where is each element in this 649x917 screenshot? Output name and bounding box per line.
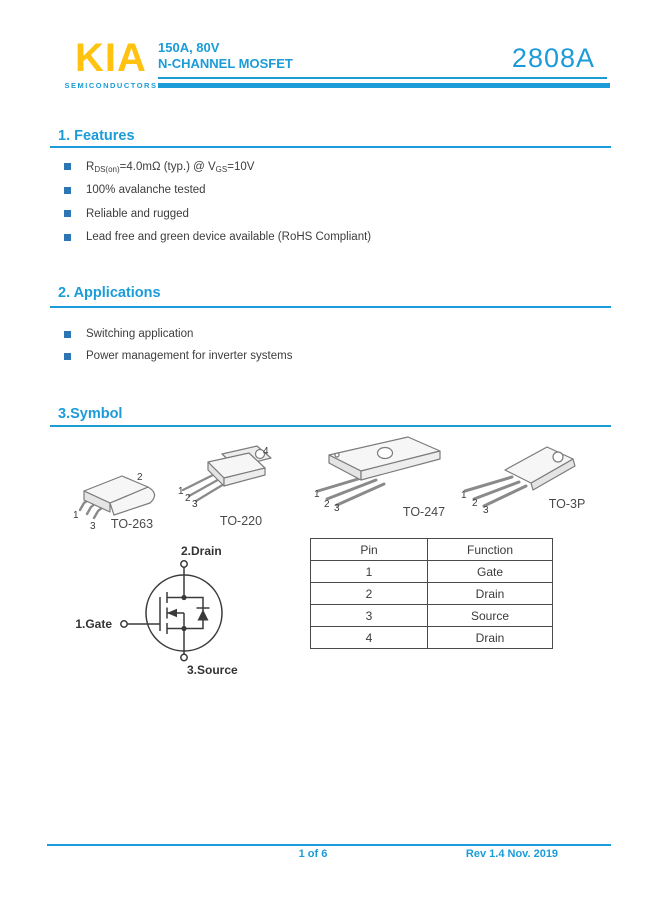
company-logo	[60, 38, 162, 90]
package-name: TO-220	[219, 514, 263, 528]
feature-text: 100% avalanche tested	[86, 184, 206, 197]
pin-cell: 3	[311, 605, 428, 627]
function-cell: Source	[428, 605, 553, 627]
function-cell: Drain	[428, 583, 553, 605]
pin-label: 1	[314, 489, 320, 500]
package-drawing-to247	[310, 432, 445, 522]
page-number: 1 of 6	[298, 848, 328, 860]
logo-text: KIA	[75, 36, 147, 80]
application-item	[64, 345, 292, 367]
pkg-lead	[183, 473, 217, 490]
logo-subtitle: SEMICONDUCTORS	[64, 81, 158, 90]
junction-dot	[181, 595, 186, 600]
package-drawing-to220	[170, 443, 275, 533]
pin-label: 2	[472, 498, 478, 509]
table-header-pin: Pin	[311, 539, 428, 561]
package-drawing-to3p	[455, 430, 590, 522]
spec-current-voltage: 150A, 80V	[158, 40, 220, 55]
application-text: Switching application	[86, 328, 194, 340]
pin-cell: 2	[311, 583, 428, 605]
application-item	[64, 323, 292, 345]
diode-branch	[184, 598, 203, 629]
revision-info: Rev 1.4 Nov. 2019	[465, 848, 559, 860]
gate-terminal	[121, 621, 127, 627]
bullet-icon	[64, 353, 71, 360]
spec-device-type: N-CHANNEL MOSFET	[158, 56, 293, 71]
pin-label: 1	[178, 486, 184, 497]
symbol-title: 3.Symbol	[58, 406, 123, 422]
pin-label: 3	[90, 521, 96, 532]
pin-label: 2	[324, 499, 330, 510]
pkg-body-top	[505, 447, 573, 483]
pkg-lead	[474, 482, 519, 499]
pin-label: 1	[461, 490, 467, 501]
feature-item-rdson	[64, 155, 371, 179]
corner-mark	[335, 453, 339, 457]
features-list	[64, 155, 371, 249]
part-number: 2808A	[511, 43, 595, 73]
body-arrow	[167, 609, 177, 617]
table-row	[311, 627, 553, 649]
applications-rule	[50, 306, 611, 308]
pin-label: 3	[483, 505, 489, 516]
table-header-row	[311, 539, 553, 561]
bullet-icon	[64, 163, 71, 170]
application-text: Power management for inverter systems	[86, 350, 293, 362]
diode-arrow	[198, 610, 209, 621]
mosfet-symbol	[60, 535, 240, 685]
device-spec	[158, 40, 293, 72]
applications-title: 2. Applications	[58, 285, 161, 301]
applications-list	[64, 323, 292, 367]
table-row	[311, 561, 553, 583]
pin-label: 4	[263, 446, 269, 457]
pin-label: 1	[73, 510, 79, 521]
table-row	[311, 583, 553, 605]
table-row	[311, 605, 553, 627]
pin-cell: 4	[311, 627, 428, 649]
pin-label: 2	[137, 472, 143, 483]
header-rule-thin	[158, 77, 607, 79]
pin-label: 3	[334, 503, 340, 514]
package-name: TO-247	[402, 505, 446, 519]
feature-text: Reliable and rugged	[86, 207, 189, 220]
function-cell: Drain	[428, 627, 553, 649]
pin-label: 3	[192, 499, 198, 510]
features-rule	[50, 146, 611, 148]
pin-function-table	[310, 538, 553, 649]
header-rule-thick	[158, 83, 610, 88]
package-drawing-to263	[68, 468, 168, 533]
source-terminal	[181, 654, 187, 660]
drain-terminal	[181, 561, 187, 567]
drain-label: 2.Drain	[181, 544, 222, 558]
pin-cell: 1	[311, 561, 428, 583]
bullet-icon	[64, 331, 71, 338]
feature-item	[64, 202, 371, 226]
pkg-lead	[484, 486, 526, 506]
features-title: 1. Features	[58, 128, 135, 144]
symbol-rule	[50, 425, 611, 427]
bullet-icon	[64, 187, 71, 194]
bullet-icon	[64, 210, 71, 217]
feature-item	[64, 226, 371, 250]
bullet-icon	[64, 234, 71, 241]
function-cell: Gate	[428, 561, 553, 583]
feature-text: Lead free and green device available (RoHS Compliant)	[86, 231, 372, 244]
package-name: TO-3P	[548, 497, 586, 511]
source-label: 3.Source	[187, 663, 238, 677]
table-header-function: Function	[428, 539, 553, 561]
package-name: TO-263	[110, 517, 154, 531]
mounting-hole	[553, 452, 563, 462]
footer-rule	[47, 844, 611, 846]
mounting-hole	[378, 448, 393, 459]
gate-label: 1.Gate	[75, 617, 112, 631]
pin-label: 2	[185, 493, 191, 504]
feature-item	[64, 179, 371, 203]
feature-text: RDS(on)=4.0mΩ (typ.) @ VGS=10V	[86, 160, 255, 174]
